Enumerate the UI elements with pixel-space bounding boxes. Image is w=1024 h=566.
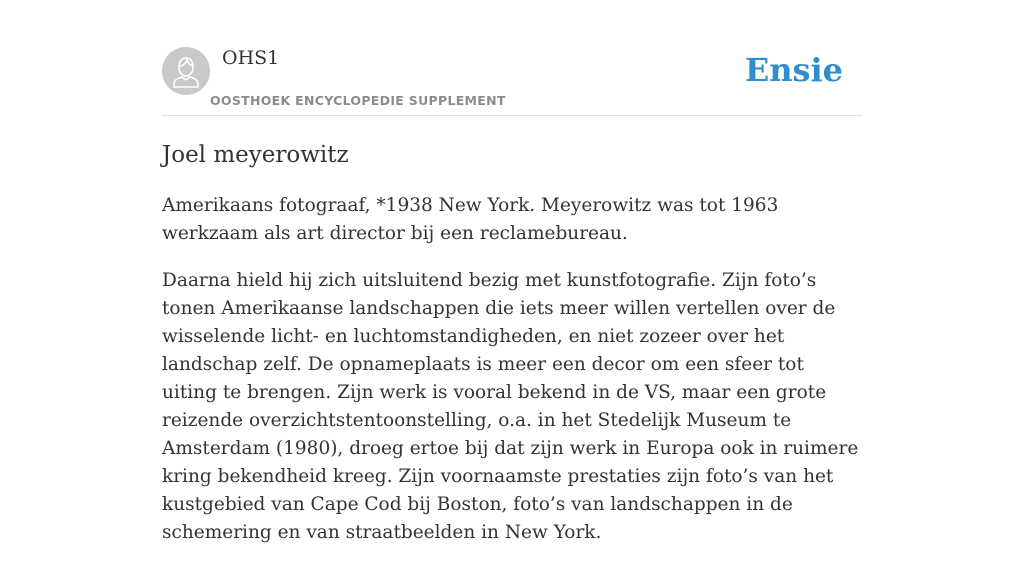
article-title: Joel meyerowitz bbox=[162, 142, 349, 168]
article-container bbox=[162, 0, 862, 543]
author-name[interactable]: OHS1 bbox=[222, 47, 280, 69]
avatar[interactable] bbox=[162, 47, 210, 95]
article-paragraph: Daarna hield hij zich uitsluitend bezig met kunstfotografie. Zijn foto’s tonen Amerikaanse landschappen die iets meer willen vertellen over de wisselende licht- en luchtomstandigheden, en niet zozeer over het landschap zelf. De opnameplaats is meer een decor om een sfeer tot uiting te brengen. Zijn werk is vooral bekend in de VS, maar een grote reizende overzichtstentoonstelling, o.a. in het Stedelijk Museum te Amsterdam (1980), droeg ertoe bij dat zijn werk in Europa ook in ruimere kring bekendheid kreeg. Zijn voornaamste prestaties zijn foto’s van het kustgebied van Cape Cod bij Boston, foto’s van landschappen in de schemering en van straatbeelden in New York. bbox=[162, 270, 859, 543]
article-paragraph: Amerikaans fotograaf, *1938 New York. Meyerowitz was tot 1963 werkzaam als art director bij een reclamebureau. bbox=[162, 195, 779, 244]
article-header bbox=[162, 0, 862, 116]
article-body bbox=[162, 192, 862, 566]
source-label[interactable]: OOSTHOEK ENCYCLOPEDIE SUPPLEMENT bbox=[210, 93, 506, 108]
user-icon bbox=[162, 47, 210, 95]
ensie-logo[interactable]: Ensie bbox=[744, 51, 843, 89]
